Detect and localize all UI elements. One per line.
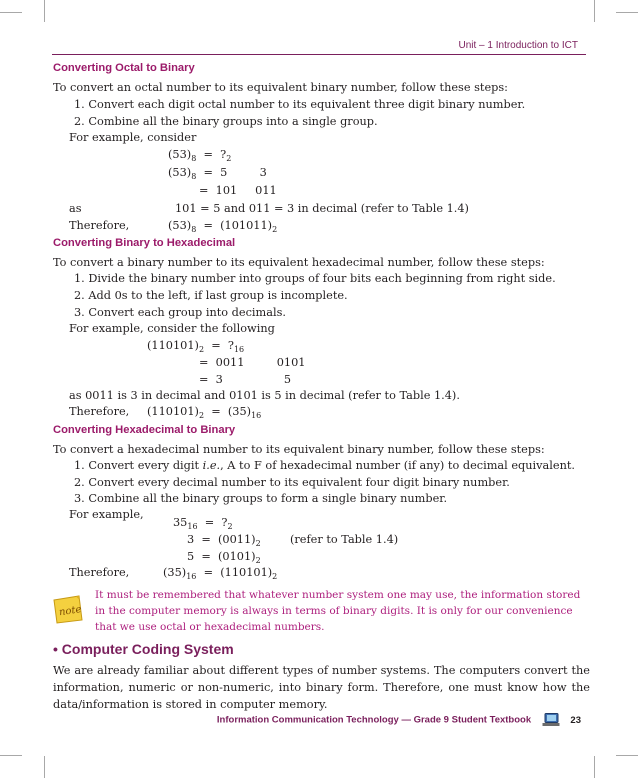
hex2bin-ref: (refer to Table 1.4) — [290, 533, 399, 546]
hex-example: For example, consider the following — [69, 322, 275, 335]
step1-part-a: 1. Convert every digit — [74, 459, 203, 472]
hex-explain: as 0011 is 3 in decimal and 0101 is 5 in decimal (refer to Table 1.4). — [69, 389, 460, 402]
hex-step-2: 2. Add 0s to the left, if last group is incomplete. — [74, 289, 348, 302]
hex-step-1: 1. Divide the binary number into groups of four bits each beginning from right side. — [74, 272, 556, 285]
hex-intro: To convert a binary number to its equivalent hexadecimal number, follow these steps: — [53, 256, 545, 269]
crop-mark — [594, 756, 595, 778]
heading-hex-to-binary: Converting Hexadecimal to Binary — [53, 424, 236, 436]
unit-header: Unit – 1 Introduction to ICT — [458, 40, 578, 51]
crop-mark — [44, 0, 45, 22]
note-icon — [51, 594, 85, 624]
crop-mark — [44, 756, 45, 778]
step1-ie: i.e. — [202, 459, 221, 472]
footer — [217, 713, 581, 727]
octal-eq-line-1: $(53)_8$ = $?_2$ — [168, 148, 232, 163]
heading-binary-to-hex: Converting Binary to Hexadecimal — [53, 237, 236, 249]
hex-eq-line-2: = 0011 0101 — [199, 356, 306, 369]
octal-result: $(53)_8 = (101011)_2$ — [168, 219, 278, 234]
crop-mark — [616, 12, 638, 13]
footer-title: Information Communication Technology — Grade 9 Student Textbook — [216, 714, 532, 726]
header-rule — [52, 54, 586, 55]
hex-step-3: 3. Convert each group into decimals. — [74, 306, 286, 319]
hex2bin-eq-line-3: $5 = (0101)_2$ — [187, 550, 261, 565]
hex2bin-step-3: 3. Combine all the binary groups to form a single binary number. — [74, 492, 448, 505]
bullet-icon: • — [53, 641, 58, 657]
octal-as-text: 101 = 5 and 011 = 3 in decimal (refer to Table 1.4) — [175, 202, 469, 215]
crop-mark — [594, 0, 595, 22]
octal-example: For example, consider — [69, 131, 197, 144]
heading-octal-to-binary: Converting Octal to Binary — [53, 62, 195, 74]
octal-therefore: Therefore, — [69, 219, 130, 232]
octal-eq-line-3: = 101 011 — [199, 184, 277, 197]
note-icon-label: note — [58, 604, 83, 619]
hex-eq-line-3: = 3 5 — [199, 373, 292, 386]
heading-computer-coding-label: Computer Coding System — [61, 641, 234, 657]
octal-intro: To convert an octal number to its equivalent binary number, follow these steps: — [53, 81, 508, 94]
hex2bin-eq-line-2: $3 = (0011)_2$ — [187, 533, 261, 548]
hex2bin-step-2: 2. Convert every decimal number to its equivalent four digit binary number. — [74, 476, 510, 489]
step1-part-b: , A to F of hexadecimal number (if any) to decimal equivalent. — [220, 459, 575, 472]
hex2bin-intro: To convert a hexadecimal number to its equivalent binary number, follow these steps: — [53, 443, 545, 456]
hex-result: $(110101)_2 = (35)_{16}$ — [147, 405, 262, 420]
coding-body: We are already familiar about different types of number systems. The computers convert the information, numeric or non-numeric, into binary form. Therefore, one must know how the data/information is stored in computer memory. — [53, 664, 590, 711]
hex-eq-line-1: $(110101)_2$ = $?_{16}$ — [147, 339, 245, 354]
hex-therefore: Therefore, — [69, 405, 130, 418]
hex2bin-step-1 — [74, 459, 575, 473]
computer-icon — [542, 713, 560, 727]
page-number: 23 — [570, 714, 581, 726]
octal-eq-line-2: $(53)_8 = 5$ 3 — [168, 166, 267, 181]
octal-step-2: 2. Combine all the binary groups into a single group. — [74, 115, 378, 128]
hex2bin-therefore: Therefore, — [69, 566, 130, 579]
octal-step-1: 1. Convert each digit octal number to its equivalent three digit binary number. — [74, 98, 526, 111]
hex2bin-result: $(35)_{16} = (110101)_2$ — [163, 566, 278, 581]
hex2bin-example: For example, — [69, 508, 144, 521]
octal-as-label: as — [69, 202, 82, 215]
crop-mark — [0, 12, 22, 13]
note-text: It must be remembered that whatever number system one may use, the information stored in the computer memory is always in terms of binary digits. It is only for our convenience that we use octal or hexadecimal numbers. — [95, 589, 581, 633]
crop-mark — [616, 755, 638, 756]
hex2bin-eq-line-1: $35_{16}$ = $?_2$ — [173, 516, 233, 531]
heading-computer-coding — [53, 641, 234, 657]
crop-mark — [0, 755, 22, 756]
